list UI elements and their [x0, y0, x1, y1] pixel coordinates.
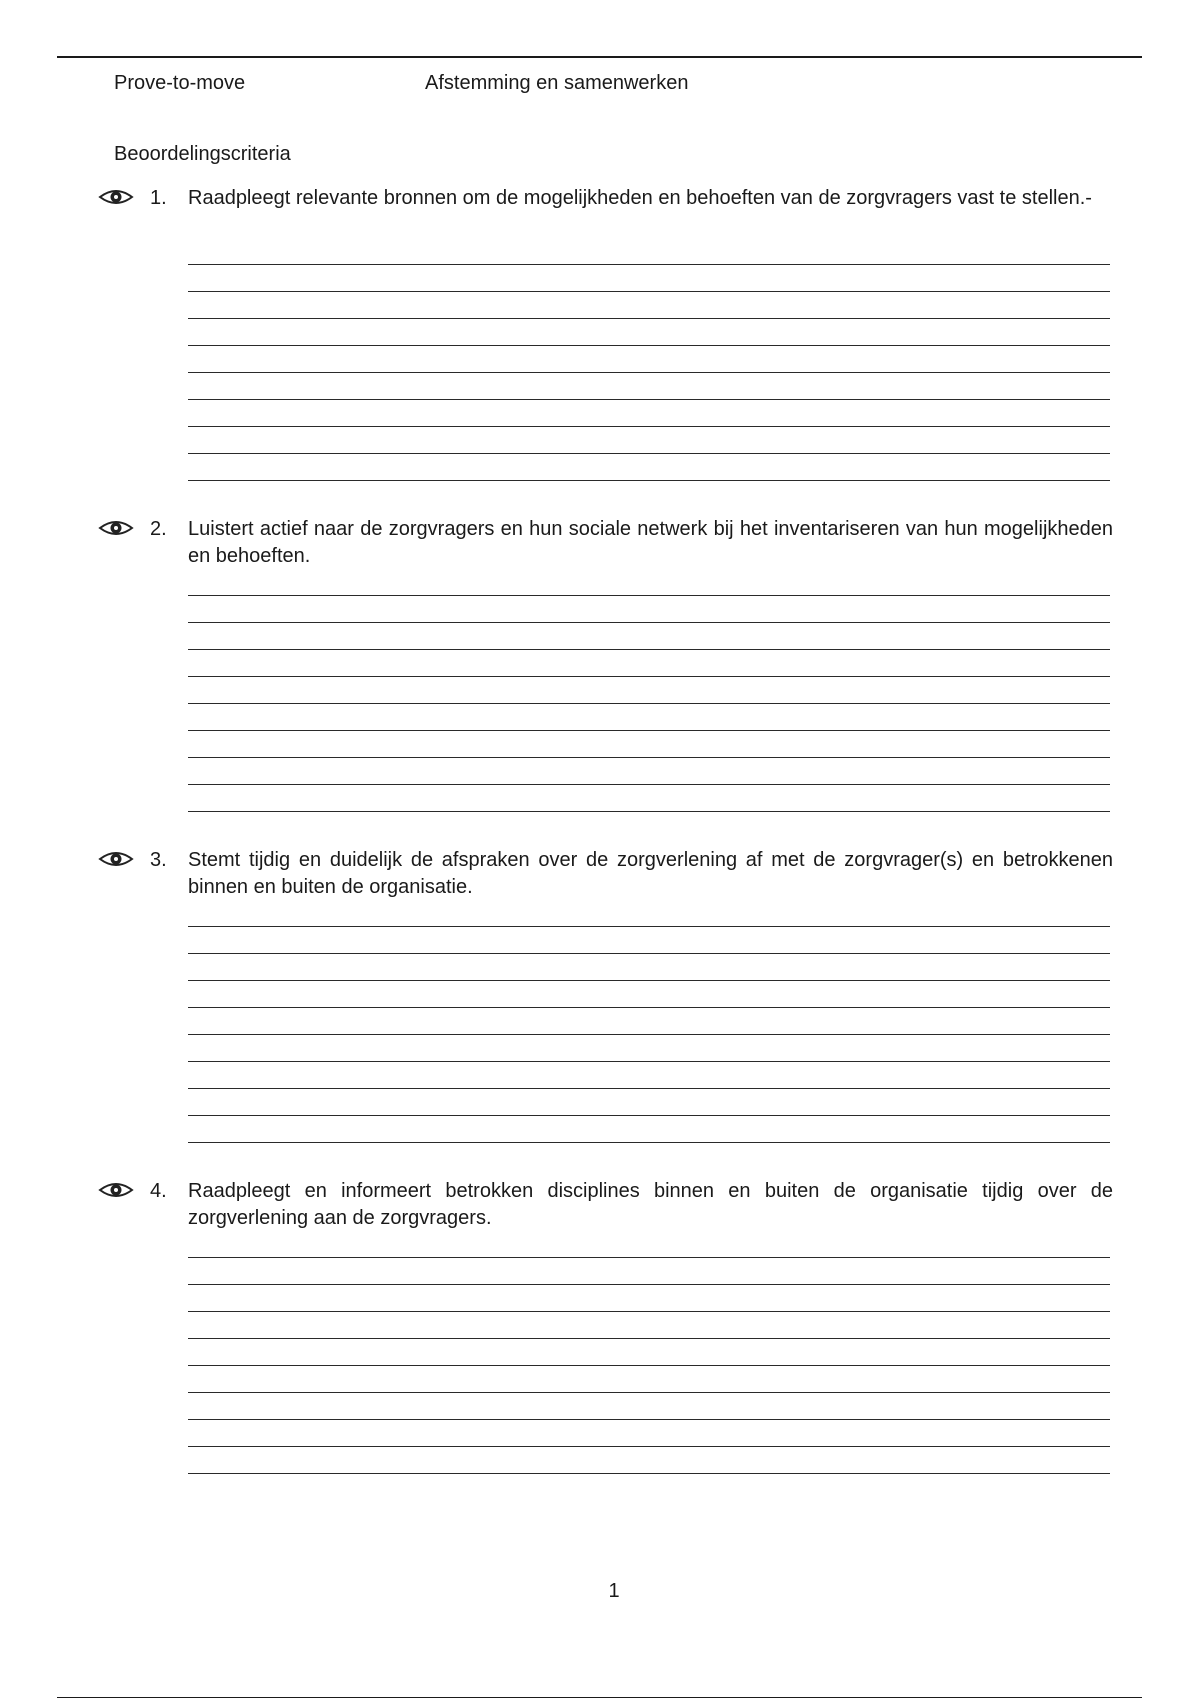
criterion-text: Raadpleegt relevante bronnen om de mogelijkheden en behoeften van de zorgvragers vast te stellen.-: [188, 187, 1092, 209]
section-title: Beoordelingscriteria: [114, 143, 291, 165]
eye-icon: [98, 847, 134, 871]
bottom-rule: [57, 1697, 1142, 1698]
criterion-number: 2.: [150, 518, 167, 540]
answer-lines[interactable]: [188, 243, 1110, 481]
eye-icon: [98, 1178, 134, 1202]
page-number: 1: [608, 1580, 620, 1602]
answer-lines[interactable]: [188, 905, 1110, 1143]
criterion-text: Stemt tijdig en duidelijk de afspraken over de zorgverlening af met de zorgvrager(s) en betrokkenen binnen en buiten de organisatie.: [188, 849, 1113, 898]
criterion-number: 4.: [150, 1180, 167, 1202]
eye-icon: [98, 516, 134, 540]
header-left: Prove-to-move: [114, 72, 246, 94]
top-rule: [57, 56, 1142, 58]
criterion-number: 1.: [150, 187, 167, 209]
answer-lines[interactable]: [188, 574, 1110, 812]
eye-icon: [98, 185, 134, 209]
header-title: Afstemming en samenwerken: [425, 72, 689, 94]
answer-lines[interactable]: [188, 1236, 1110, 1474]
criterion-text: Luistert actief naar de zorgvragers en hun sociale netwerk bij het inventariseren van hun mogelijkheden en behoeften.: [188, 518, 1113, 567]
criterion-text: Raadpleegt en informeert betrokken disciplines binnen en buiten de organisatie tijdig over de zorgverlening aan de zorgvragers.: [188, 1180, 1113, 1229]
criterion-number: 3.: [150, 849, 167, 871]
